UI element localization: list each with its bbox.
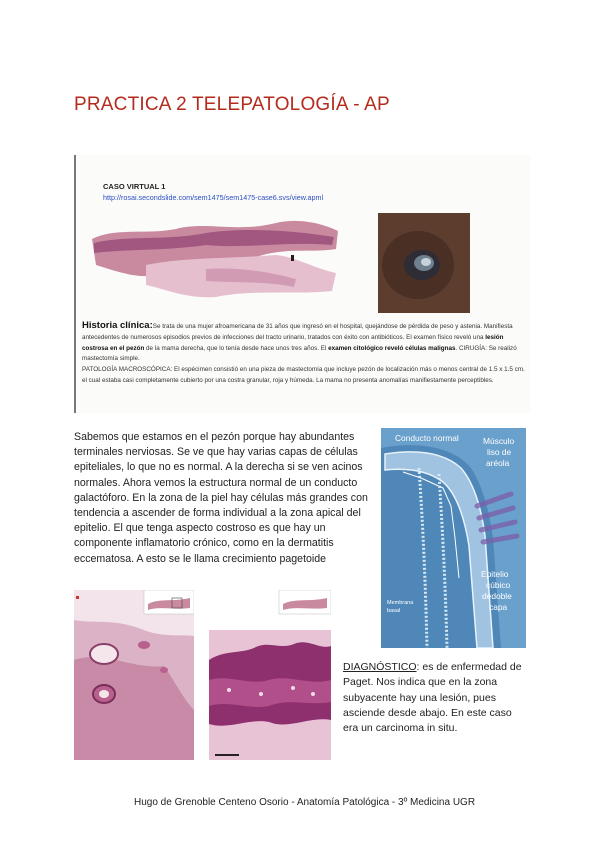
label-muscle-1: Músculo bbox=[483, 436, 515, 446]
macro-pathology: PATOLOGÍA MACROSCÓPICA: El espécimen consistió en una pieza de mastectomía que incluye pezón de localización más o menos central de 1.5 x 1.5 cm. el cual estaba casi completamente cubierto por una costra granular, roja y húmeda. La mama no presenta anomalías manifiestamente perceptibles. bbox=[82, 366, 525, 384]
micrograph-high-power bbox=[209, 590, 331, 760]
label-muscle-3: aréola bbox=[486, 458, 510, 468]
history-bold-2: examen citológico reveló células malignas bbox=[328, 344, 456, 352]
description-paragraph: Sabemos que estamos en el pezón porque hay abundantes terminales nerviosas. Se ve que hay varias capas de células epiteliales, lo que no es normal. A la derecha si se ven acinos normales. Ahora vemos la estructura normal de un conducto galactóforo. En la zona de la piel hay células más grandes con tendencia a ascender de forma individual a la zona apical del epitelio. El que tenga aspecto costroso es que hay un componente inflamatorio crónico, como en la dermatitis eccematosa. A esto se le llama crecimiento pagetoide bbox=[74, 431, 368, 565]
diagnosis-block bbox=[343, 660, 526, 736]
clinical-history bbox=[82, 321, 528, 387]
diagnosis-text: : es de enfermedad de Paget. Nos indica que en la zona subyacente hay una lesión, pues asciende desde abajo. En este caso era un carcinoma in situ. bbox=[343, 661, 522, 735]
label-muscle-2: liso de bbox=[487, 447, 512, 457]
history-label: Historia clínica: bbox=[82, 320, 153, 331]
page-footer: Hugo de Grenoble Centeno Osorio - Anatomía Patológica - 3º Medicina UGR bbox=[134, 797, 476, 808]
diagnosis-label: DIAGNÓSTICO bbox=[343, 661, 417, 673]
label-epithelium-2: cúbico bbox=[486, 580, 511, 590]
history-text-2: de la mama derecha, que lo tenía desde hace unos tres años. El bbox=[144, 344, 329, 352]
label-membrane-2: basal bbox=[387, 608, 401, 614]
label-epithelium-3: dedoble bbox=[482, 591, 512, 601]
case-link[interactable]: http://rosai.secondslide.com/sem1475/sem1475-case6.svs/view.apml bbox=[103, 193, 324, 202]
history-text-3: . CIRUGÍA: Se realizó mastectomía simple. bbox=[82, 344, 517, 363]
history-bold-1: lesión costrosa en el pezón bbox=[82, 333, 504, 352]
slide-scan-image bbox=[86, 209, 340, 301]
virtual-case-panel bbox=[74, 155, 530, 413]
nipple-lesion-photo bbox=[378, 213, 470, 313]
history-text-1: Se trata de una mujer afroamericana de 31 años que ingresó en el hospital, quejándose de pérdida de peso y astenia. Manifiesta antecedentes de numerosos episodios previos de infecciones del tracto urinario, tratados con éxito con antibióticos. El examen físico reveló una bbox=[82, 323, 513, 341]
label-epithelium-1: Epitelio bbox=[481, 569, 509, 579]
label-epithelium-4: capa bbox=[489, 602, 508, 612]
case-heading: CASO VIRTUAL 1 bbox=[103, 182, 166, 191]
label-membrane-1: Membrana bbox=[387, 600, 414, 606]
nipple-diagram bbox=[381, 428, 526, 648]
label-normal-duct: Conducto normal bbox=[395, 433, 459, 443]
micrograph-low-power bbox=[74, 590, 194, 760]
page-title: PRACTICA 2 TELEPATOLOGÍA - AP bbox=[74, 94, 390, 115]
